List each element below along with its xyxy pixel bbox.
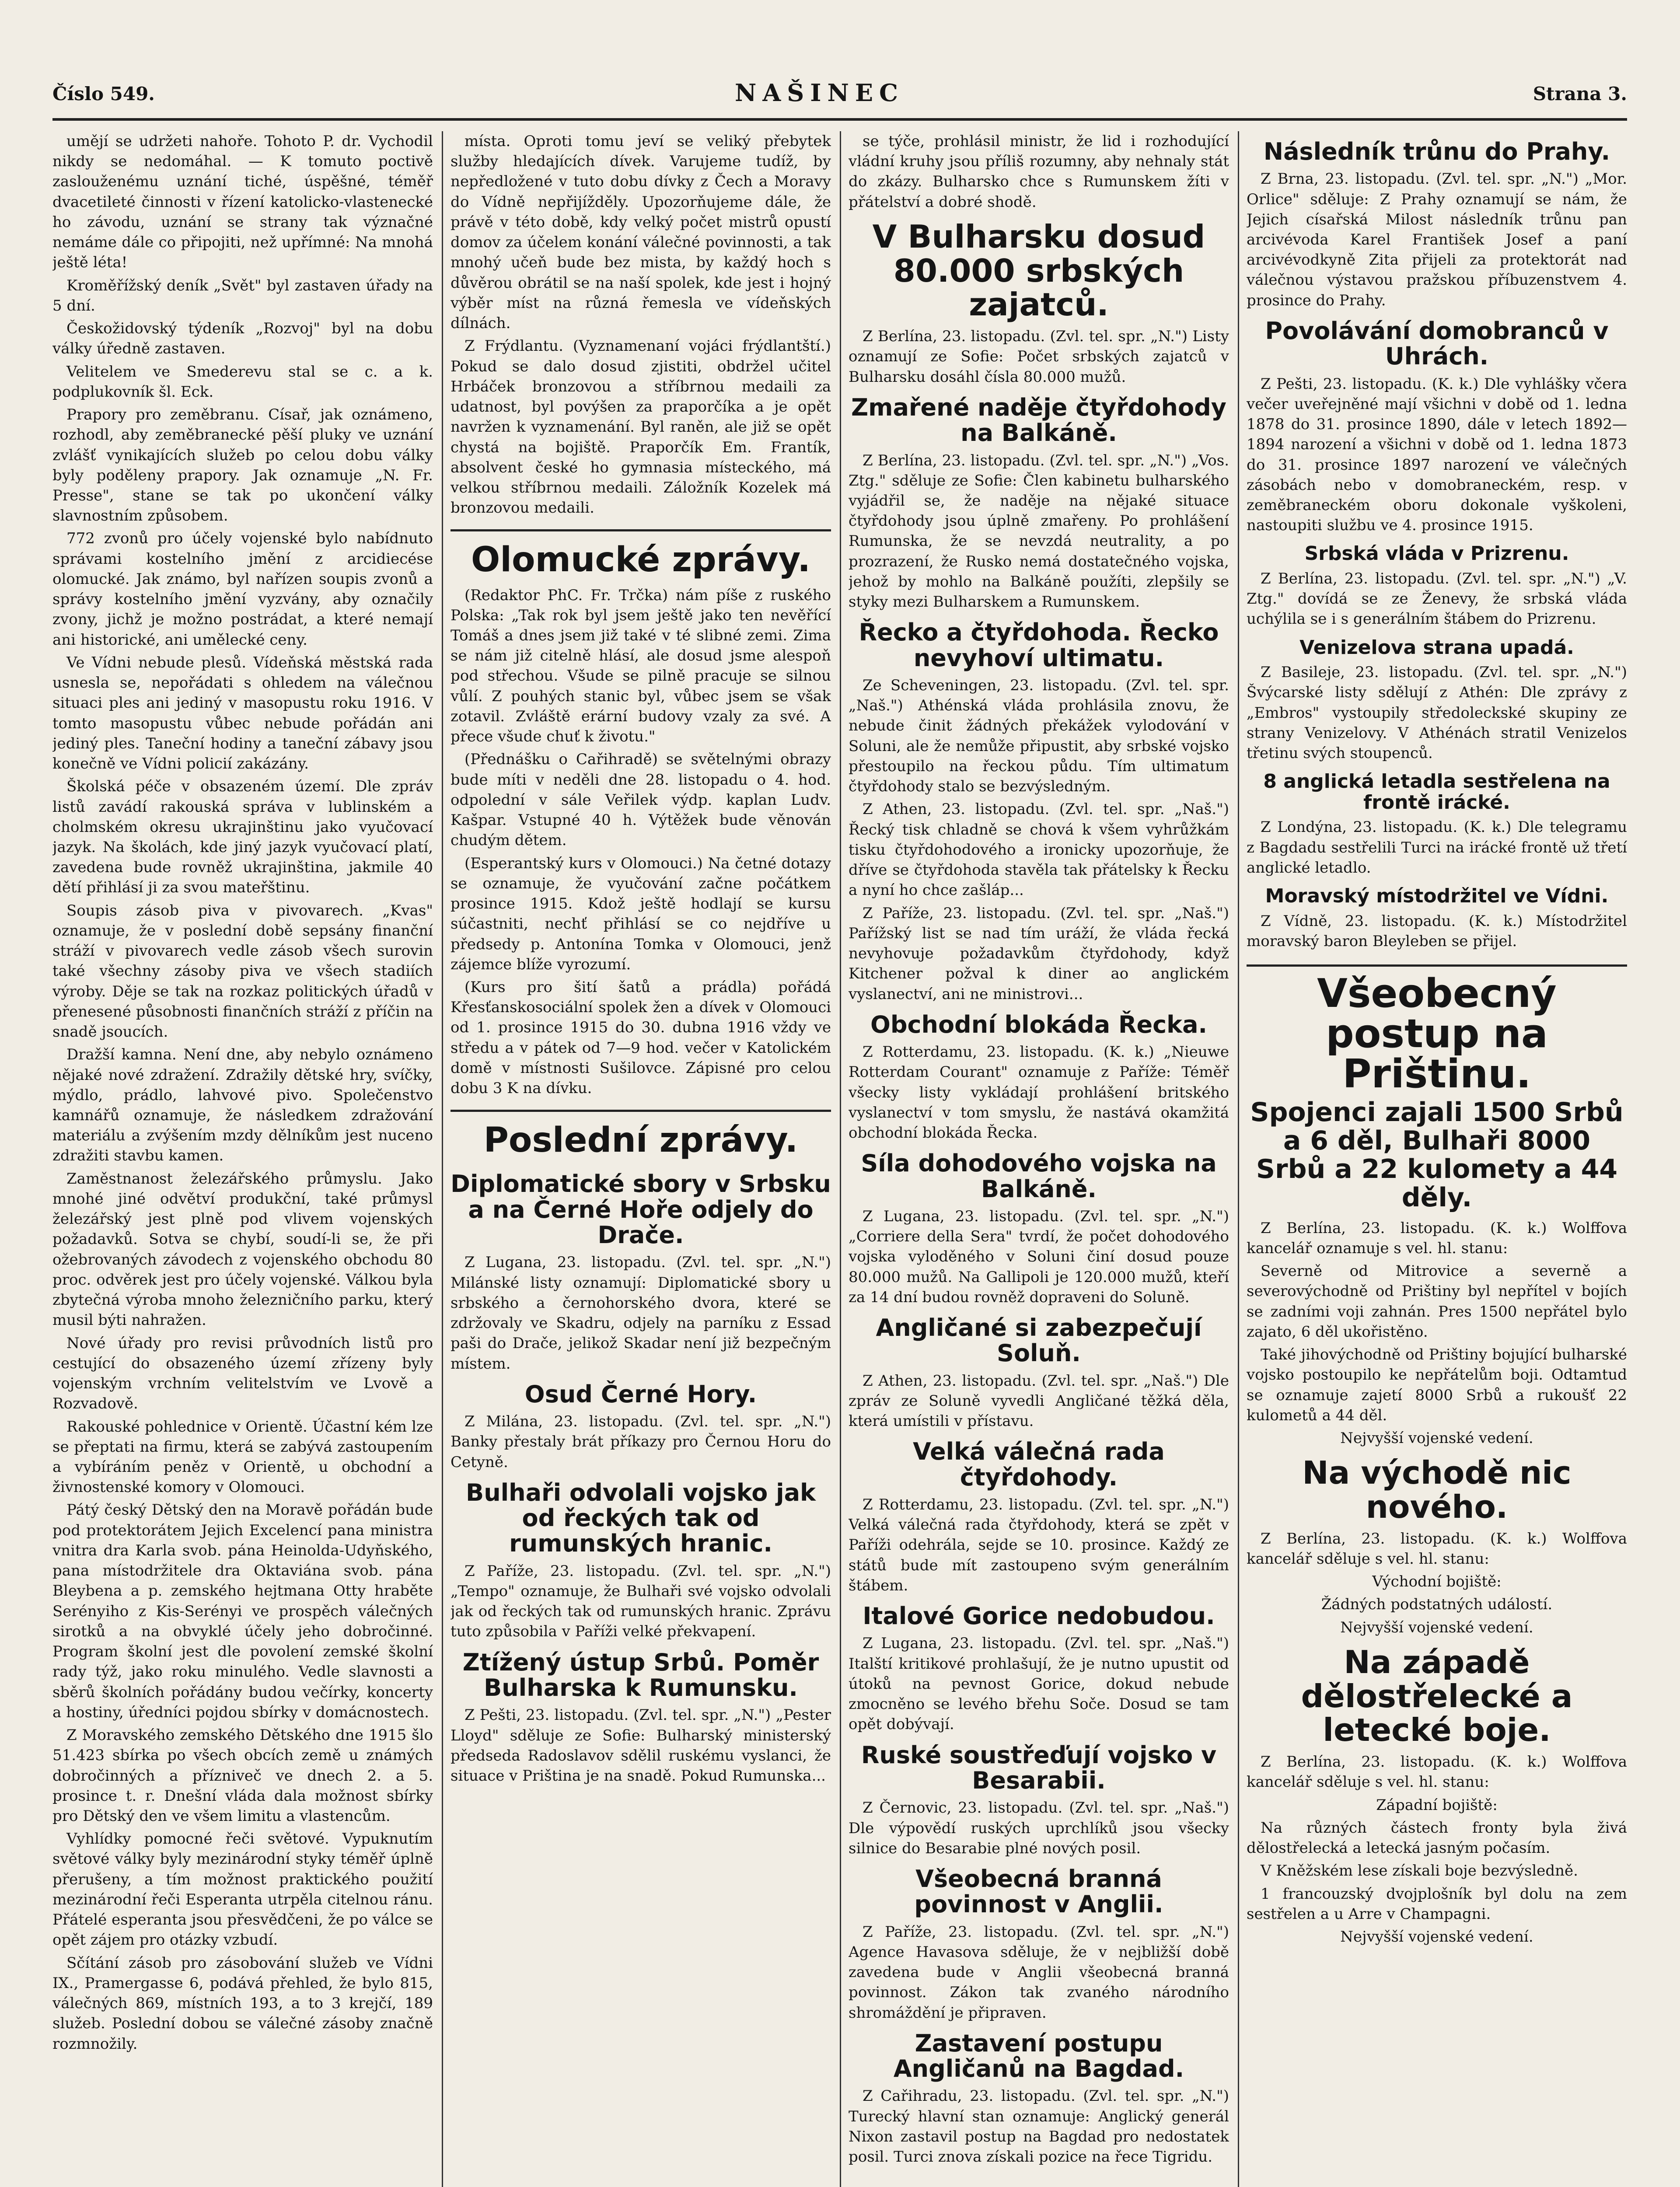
article-paragraph: Soupis zásob piva v pivovarech. „Kvas" oznamuje, že v poslední době sepsány finanční stráží v pivovarech vedle zásob všech surovin také všechny zásoby piva ve všech stadiích výroby. Děje se tak na rozkaz politických úřadů v přenesené působnosti finančních stráží z příčin na snadě jsoucích. [52, 901, 433, 1041]
article-paragraph: Z Paříže, 23. listopadu. (Zvl. tel. spr. „N.") Agence Havasova sděluje, že v nejbližší době zavedena bude v Anglii všeobecná branná povinnost. Zákon tak zvaného národního shromáždění je připraven. [849, 1923, 1229, 2022]
article-paragraph: Z Frýdlantu. (Vyznamenaní vojáci frýdlantští.) Pokud se dalo dosud zjistiti, obdržel učitel Hrbáček bronzovou a stříbrnou medaili za udatnost, byl povýšen za praporčíka a je opět navržen k vyznamenání. Byl raněn, ale již se opět chystá na bojiště. Praporčík Em. Frantík, absolvent české ho gymnasia místeckého, má velkou stříbrnou medaili. Záložník Kozelek má bronzovou medaili. [451, 337, 831, 517]
article-paragraph: Dražší kamna. Není dne, aby nebylo oznámeno nějaké nové zdražení. Zdražily dětské hry, svíčky, mýdlo, prádlo, lahvové pivo. Společenstvo kamnářů oznamuje, že následkem zdražování materiálu a zvýšením mzdy dělníkům jest nuceno zdražiti stavbu kamen. [52, 1046, 433, 1165]
article-paragraph: Z Athen, 23. listopadu. (Zvl. tel. spr. „Naš.") Řecký tisk chladně se chová k všem vyhrůžkám tisku čtyřdohodového a ironicky upozorňuje, že dříve se čtyřdohoda stavěla tak přátelsky k Řecku a nyní ho chce zašláp... [849, 800, 1229, 899]
column-divider [442, 131, 443, 2187]
article-paragraph: Z Berlína, 23. listopadu. (Zvl. tel. spr. „N.") Listy oznamují ze Sofie: Počet srbských zajatců v Bulharsku dosáhl čísla 80.000 mužů. [849, 328, 1229, 386]
article-paragraph: Z Vídně, 23. listopadu. (K. k.) Místodržitel moravský baron Bleyleben se přijel. [1247, 912, 1627, 950]
article-paragraph: (Kurs pro šití šatů a prádla) pořádá Křesťanskosociální spolek žen a dívek v Olomouci od 1. prosince 1915 do 30. dubna 1916 vždy ve středu a v pátek od 7—9 hod. večer v Katolickém domě v místnosti Sušilovce. Zápisné pro celou dobu 3 K na dívku. [451, 978, 831, 1097]
section-title-latest: Poslední zprávy. [451, 1110, 831, 1163]
headline: Velká válečná rada čtyřdohody. [913, 1438, 1165, 1491]
article-paragraph: Kroměřížský deník „Svět" byl zastaven úřady na 5 dní. [52, 276, 433, 314]
article-paragraph: Žádných podstatných událostí. [1321, 1596, 1553, 1614]
article-paragraph: místa. Oproti tomu jeví se veliký přebytek služby hledajících dívek. Varujeme tudíž, by nepředložené v tuto dobu dívky z Čech a Moravy do Vídně nepřijížděly. Upozorňujeme dále, že právě v této době, kdy velký počet mistrů opustí domov za účelem konání válečné povinnosti, a tak mnohý učeň bude bez mista, by každý hoch s důvěrou obrátil se na naší spolek, kde jest i hojný výběr míst na různá řemesla ve vídeňských dílnách. [451, 133, 831, 332]
column-1 [52, 131, 433, 2187]
headline: Obchodní blokáda Řecka. [870, 1010, 1208, 1038]
headline: Venizelova strana upadá. [1299, 636, 1574, 659]
column-divider [840, 131, 841, 2187]
article-paragraph: Z Lugana, 23. listopadu. (Zvl. tel. spr. „N.") „Corriere della Sera" tvrdí, že počet dohodového vojska vyloděného v Soluni činí dosud pouze 80.000 mužů. Na Gallipoli je 120.000 mužů, kteří za 14 dní budou rovněž dopraveni do Soluně. [849, 1207, 1229, 1306]
article-paragraph: Pátý český Dětský den na Moravě pořádán bude pod protektorátem Jejich Excelencí pana ministra vnitra dra Karla svob. pána Heinolda-Udyňského, pana místodržitele dra Oktaviána svob. pána Bleybena a p. zemského hejtmana Otty hraběte Serényiho z Kis-Serényi ve prospěch válečných sirotků a na obvyklé účely jeho dobročinné. Program školní jest dle povolení zemské školní rady týž, jako roku minulého. Vedle slavnosti a sběrů školních pořádány budou večírky, koncerty a hostiny, úředníci pojdou sbírky v domácnostech. [52, 1501, 433, 1721]
headline: Diplomatické sbory v Srbsku a na Černé Hoře odjely do Drače. [451, 1170, 831, 1249]
section-title-olomouc: Olomucké zprávy. [451, 529, 831, 583]
headline: Řecko a čtyřdohoda. Řecko nevyhoví ultimatu. [859, 618, 1219, 672]
column-4 [1247, 131, 1627, 2187]
headline: Moravský místodržitel ve Vídni. [1265, 885, 1609, 908]
article-paragraph: Z Berlína, 23. listopadu. (K. k.) Wolffova kancelář sděluje s vel. hl. stanu: [1247, 1753, 1627, 1791]
signature-line: Nejvyšší vojenské vedení. [1340, 1429, 1533, 1447]
article-paragraph: (Esperantský kurs v Olomouci.) Na četné dotazy se oznamuje, že vyučování začne počátkem prosince 1915. Kdož ještě hodlají se kursu súčastniti, nechť přihlásí se co nejdříve u předsedy p. Antonína Tomka v Olomouci, jenž zájemce blíže vyrozumí. [451, 854, 831, 973]
article-paragraph: Prapory pro zeměbranu. Císař, jak oznámeno, rozhodl, aby zeměbranecké pěší pluky ve uznání zvlášť vynikajících služeb po celou dobu války byly poděleny prapory. Jak oznamuje „N. Fr. Presse", stane se tak po ukončení války slavnostním způsobem. [52, 406, 433, 525]
article-paragraph: Severně od Mitrovice a severně a severovýchodně od Prištiny byl nepřítel v bojích se zadními voji zahnán. Pres 1500 nepřátel bylo zajato, 6 děl ukořistěno. [1247, 1262, 1627, 1341]
headline: Zmařené naděje čtyřdohody na Balkáně. [851, 393, 1226, 447]
article-paragraph: Ze Scheveningen, 23. listopadu. (Zvl. tel. spr. „Naš.") Athénská vláda prohlásila znovu, že nebude činit žádných překážek vylodování v Soluni, ale že nemůže připustit, aby srbské vojsko přestoupilo na řeckou půdu. Tím ultimatum čtyřdohody stalo se bezvýsledným. [849, 677, 1229, 796]
columns [52, 131, 1627, 2187]
article-paragraph: 1 francouzský dvojplošník byl dolu na zem sestřelen a u Arre v Champagni. [1247, 1885, 1627, 1923]
article-paragraph: Z Berlína, 23. listopadu. (Zvl. tel. spr. „N.") „Vos. Ztg." sděluje ze Sofie: Člen kabinetu bulharského vyjádřil se, že naděje na nějaké situace čtyřdohody jsou úplně zmařeny. Po prohlášení Rumunska, že se nevzdá neutrality, a po prozrazení, že Rusko nemá dostatečného vojska, jehož by mohlo na Balkáně použíti, zlepšily se styky mezi Bulharskem a Rumunskem. [849, 451, 1229, 611]
headline: Povolávání domobranců v Uhrách. [1265, 317, 1609, 370]
page-header [52, 66, 1627, 121]
article-paragraph: Sčítání zásob pro zásobování služeb ve Vídni IX., Pramergasse 6, podává přehled, že bylo 815, válečných 869, místních 193, a to 3 krejčí, 189 služeb. Poslední dobou se válečné zásoby značně rozmnožily. [52, 1954, 433, 2053]
front-label: Západní bojiště: [1376, 1796, 1498, 1814]
article-paragraph: Ve Vídni nebude plesů. Vídeňská městská rada usnesla se, nepořádati s ohledem na válečnou situaci ples ani jediný v masopustu roku 1916. V tomto masopustu vůbec nebude pořádán ani jediný ples. Taneční hodiny a taneční zábavy jsou konečně ve Vídni policií zakázány. [52, 653, 433, 773]
column-3 [849, 131, 1229, 2187]
headline: Osud Černé Hory. [524, 1380, 757, 1408]
article-paragraph: Z Černovic, 23. listopadu. (Zvl. tel. spr. „Naš.") Dle výpovědí ruských uprchlíků jsou všecky silnice do Besarabie plné nových posil. [849, 1799, 1229, 1857]
article-paragraph: Z Rotterdamu, 23. listopadu. (Zvl. tel. spr. „N.") Velká válečná rada čtyřdohody, která se zpět v Paříži odehrála, sejde se 10. prosince. Každý ze států bude mít zastoupeno svým generálním štábem. [849, 1496, 1229, 1594]
article-paragraph: Vyhlídky pomocné řeči světové. Vypuknutím světové války byly mezinárodní styky téměř úplně přerušeny, a tím možnost praktického použití mezinárodní řeči Esperanta utrpěla citelnou ránu. Přátelé esperanta jsou přesvědčeni, že po válce se opět zájem pro otázky vzbudí. [52, 1830, 433, 1949]
article-paragraph: Z Rotterdamu, 23. listopadu. (K. k.) „Nieuwe Rotterdam Courant" oznamuje z Paříže: Téměř všecky listy vykládají prohlášení britského vyslanectví v tom smyslu, že nastává okamžitá obchodní blokáda Řecka. [849, 1043, 1229, 1142]
headline: Všeobecná branná povinnost v Anglii. [914, 1865, 1163, 1918]
article-paragraph: V Kněžském lese získali boje bezvýsledně. [1261, 1862, 1578, 1880]
page-number: Strana 3. [1533, 83, 1627, 105]
article-paragraph: Z Berlína, 23. listopadu. (Zvl. tel. spr. „N.") „V. Ztg." dovídá se ze Ženevy, že srbská vláda uchýlila se i s generálním štábem do Prizrenu. [1247, 569, 1627, 628]
article-paragraph: Z Berlína, 23. listopadu. (K. k.) Wolffova kancelář oznamuje s vel. hl. stanu: [1247, 1219, 1627, 1257]
article-paragraph: Českožidovský týdeník „Rozvoj" byl na dobu války úředně zastaven. [52, 320, 433, 358]
signature-line: Nejvyšší vojenské vedení. [1340, 1618, 1533, 1636]
headline: Na východě nic nového. [1302, 1454, 1572, 1525]
headline: Síla dohodového vojska na Balkáně. [861, 1149, 1217, 1203]
article-paragraph: Velitelem ve Smederevu stal se c. a k. podplukovník šl. Eck. [52, 363, 433, 401]
headline: Zastavení postupu Angličanů na Bagdad. [893, 2029, 1184, 2083]
article-paragraph: Z Milána, 23. listopadu. (Zvl. tel. spr. „N.") Banky přestaly brát příkazy pro Černou Horu do Cetyně. [451, 1413, 831, 1471]
article-paragraph: Z Lugana, 23. listopadu. (Zvl. tel. spr. „N.") Milánské listy oznamují: Diplomatické sbory u srbského a černohorského dvora, které se zdržovaly ve Skadru, odjely na parníku z Essad paši do Drače, jelikož Skadar není již bezpečným místem. [451, 1254, 831, 1373]
article-paragraph: umějí se udržeti nahoře. Tohoto P. dr. Vychodil nikdy se nedomáhal. — K tomuto poctivě zaslouženému uznání tiché, úspěšné, téměř dvacetileté činnosti v řízení katolicko-vlastenecké ho závodu, uznání se strany tak význačné nemáme dále co připojiti, než upřímné: Na mnohá ještě léta! [52, 133, 433, 272]
headline-main: Všeobecný postup na Prištinu. [1247, 964, 1627, 1094]
article-paragraph: (Redaktor PhC. Fr. Trčka) nám píše z ruského Polska: „Tak rok byl jsem ještě jako ten nevěřící Tomáš a dnes jsem již také v té slibné zemi. Zima se nám již citelně hlásí, ale dosud jsme alespoň pod střechou. Všude se pilně pracuje se silnou vůlí. Z pouhých stanic byl, vůbec jsem se však zotavil. Zvláště erární budovy vzaly za své. A přece všude chuť k životu." [451, 586, 831, 746]
masthead-title: NAŠINEC [735, 79, 905, 107]
article-paragraph: Z Berlína, 23. listopadu. (K. k.) Wolffova kancelář sděluje s vel. hl. stanu: [1247, 1530, 1627, 1568]
article-paragraph: Zaměstnanost železářského průmyslu. Jako mnohé jiné odvětví produkční, také průmysl železářský jest plně pod vlivem vojenských požadavků. Sotva se chybí, soudí-li se, že při ožebrovaných závodech z vojenského obchodu 80 proc. odvěrek jest pro účely vojenské. Válkou byla zbytečná výroba mnoho železničního parku, který musil býti nahražen. [52, 1170, 433, 1329]
headline: 8 anglická letadla sestřelena na frontě irácké. [1263, 770, 1610, 814]
article-paragraph: Z Athen, 23. listopadu. (Zvl. tel. spr. „Naš.") Dle zpráv ze Soluně vyvedli Angličané těžká děla, která umístili v přístavu. [849, 1372, 1229, 1430]
article-paragraph: se týče, prohlásil ministr, že lid i rozhodující vládní kruhy jsou příliš rozumny, aby nehnaly stát do zkázy. Bulharsko chce s Rumunskem žíti v přátelství a dobré shodě. [849, 133, 1229, 211]
headline: Ruské soustřeďují vojsko v Besarabii. [861, 1741, 1217, 1794]
article-paragraph: Z Paříže, 23. listopadu. (Zvl. tel. spr. „Naš.") Pařížský list se nad tím uráží, že vláda řecká nevyhovuje požadavkům čtyřdohody, když Kitchener požval k diner ao anglickém vyslanectví, ani ne ministrovi... [849, 904, 1229, 1003]
headline: Bulhaři odvolali vojsko jak od řeckých tak od rumunských hranic. [466, 1478, 816, 1558]
article-paragraph: 772 zvonů pro účely vojenské bylo nabídnuto správami kostelního jmění z arcidiecése olomucké. Jak známo, byl nařízen soupis zvonů a správy kostelního jmění vyzvány, aby označily zvony, jichž je možno postrádat, a které nemají ani historické, ani umělecké ceny. [52, 530, 433, 649]
article-paragraph: Rakouské pohlednice v Orientě. Účastní kém lze se přeptati na firmu, která se zabývá zastoupením a vybíráním peněz v Orientě, u obchodní a živnostenské komory v Olomouci. [52, 1418, 433, 1496]
article-paragraph: Školská péče v obsazeném území. Dle zpráv listů zavádí rakouská správa v lublinském a cholmském okresu ukrajinštinu jako vyučovací jazyk. Na školách, kde jiný jazyk vyučovací platí, zavedena bude rovněž ukrajinština, jakmile 40 dětí přihlásí ji za svou mateřštinu. [52, 778, 433, 897]
article-paragraph: Z Moravského zemského Dětského dne 1915 šlo 51.423 sbírka po všech obcích země u známých dobročinných a přízniveč ve dnech 2. a 5. prosince t. r. Dnešní vláda dala možnost sbírky pro Dětský den ve všem limitu a vlastencům. [52, 1726, 433, 1825]
article-paragraph: Z Brna, 23. listopadu. (Zvl. tel. spr. „N.") „Mor. Orlice" sděluje: Z Prahy oznamují se nám, že Jejich císařská Milost následník trůnu pan arcivévoda Karel František Josef a paní arcivévodkyně Zita přijeli za protektorát nad válečnou výstavou pražskou příbuzenstvem 4. prosince do Prahy. [1247, 170, 1627, 309]
column-divider [1238, 131, 1239, 2187]
article-paragraph: Na různých částech fronty byla živá dělostřelecká a letecká jasným počasím. [1247, 1819, 1627, 1857]
article-paragraph: Z Lugana, 23. listopadu. (Zvl. tel. spr. „Naš.") Italští kritikové prohlašují, že je nutno upustit od útoků na pevnost Gorice, dokud nebude zmocněno se levého břehu Soče. Dosud se tam opět dobývají. [849, 1635, 1229, 1733]
headline: V Bulharsku dosud 80.000 srbských zajatců. [872, 218, 1205, 323]
article-paragraph: Z Paříže, 23. listopadu. (Zvl. tel. spr. „N.") „Tempo" oznamuje, že Bulhaři své vojsko odvolali jak od řeckých tak od rumunských hranic. Zprávu tuto způsobila v Paříži velké překvapení. [451, 1562, 831, 1641]
article-paragraph: Z Cařihradu, 23. listopadu. (Zvl. tel. spr. „N.") Turecký hlavní stan oznamuje: Anglický generál Nixon zastavil postup na Bagdad pro nedostatek posil. Turci znova získali pozice na řece Tigridu. [849, 2087, 1229, 2166]
headline: Ztížený ústup Srbů. Poměr Bulharska k Rumunsku. [462, 1648, 819, 1702]
headline: Srbská vláda v Prizrenu. [1304, 542, 1569, 565]
article-paragraph: Z Londýna, 23. listopadu. (K. k.) Dle telegramu z Bagdadu sestřelili Turci na irácké frontě už třetí anglické letadlo. [1247, 818, 1627, 877]
article-paragraph: Z Basileje, 23. listopadu. (Zvl. tel. spr. „N.") Švýcarské listy sdělují z Athén: Dle zprávy z „Embros" vystoupily středoleckské skupiny ze strany Venizelovy. V Athénách stratil Venizelos třetinu svých stoupenců. [1247, 664, 1627, 762]
front-label: Východní bojiště: [1372, 1573, 1502, 1591]
headline: Na západě dělostřelecké a letecké boje. [1301, 1643, 1573, 1749]
headline-sub: Spojenci zajali 1500 Srbů a 6 děl, Bulhaři 8000 Srbů a 22 kulomety a 44 děly. [1250, 1097, 1624, 1213]
article-paragraph: Z Pešti, 23. listopadu. (Zvl. tel. spr. „N.") „Pester Lloyd" sděluje ze Sofie: Bulharský ministerský předseda Radoslavov sdělil ruskému vyslanci, že situace v Priština je na snadě. Pokud Rumunska... [451, 1706, 831, 1785]
article-paragraph: Nové úřady pro revisi průvodních listů pro cestující do obsazeného území zřízeny byly vojenským vrchním velitelstvím ve Lvově a Rozvadově. [52, 1334, 433, 1413]
article-paragraph: Z Pešti, 23. listopadu. (K. k.) Dle vyhlášky včera večer uveřejněné mají všichni v době od 1. ledna 1878 do 31. prosince 1890, dále v letech 1892—1894 narození a všichni v době od 1. ledna 1873 do 31. prosince 1897 narození ve válečných zásobách nebo v domobraneckém, resp. v zeměbraneckém oboru dokonale vyškoleni, nastoupiti službu ve 4. prosince 1915. [1247, 375, 1627, 535]
signature-line: Nejvyšší vojenské vedení. [1340, 1928, 1533, 1946]
article-paragraph: (Přednášku o Cařihradě) se světelnými obrazy bude míti v neděli dne 28. listopadu o 4. hod. odpolední v sále Veřilek výdp. kaplan Ludv. Kašpar. Vstupné 40 h. Výtěžek bude věnován chudým dětem. [451, 751, 831, 849]
column-2 [451, 131, 831, 2187]
headline: Následník trůnu do Prahy. [1263, 138, 1610, 165]
headline: Italové Gorice nedobudou. [863, 1602, 1215, 1630]
headline: Angličané si zabezpečují Soluň. [876, 1314, 1202, 1367]
issue-number: Číslo 549. [52, 83, 155, 105]
article-paragraph: Také jihovýchodně od Prištiny bojující bulharské vojsko postoupilo ke nepřátelům boji. Odtamtud se oznamuje zajetí 8000 Srbů a rukoušť 22 kulometů a 44 děl. [1247, 1346, 1627, 1424]
